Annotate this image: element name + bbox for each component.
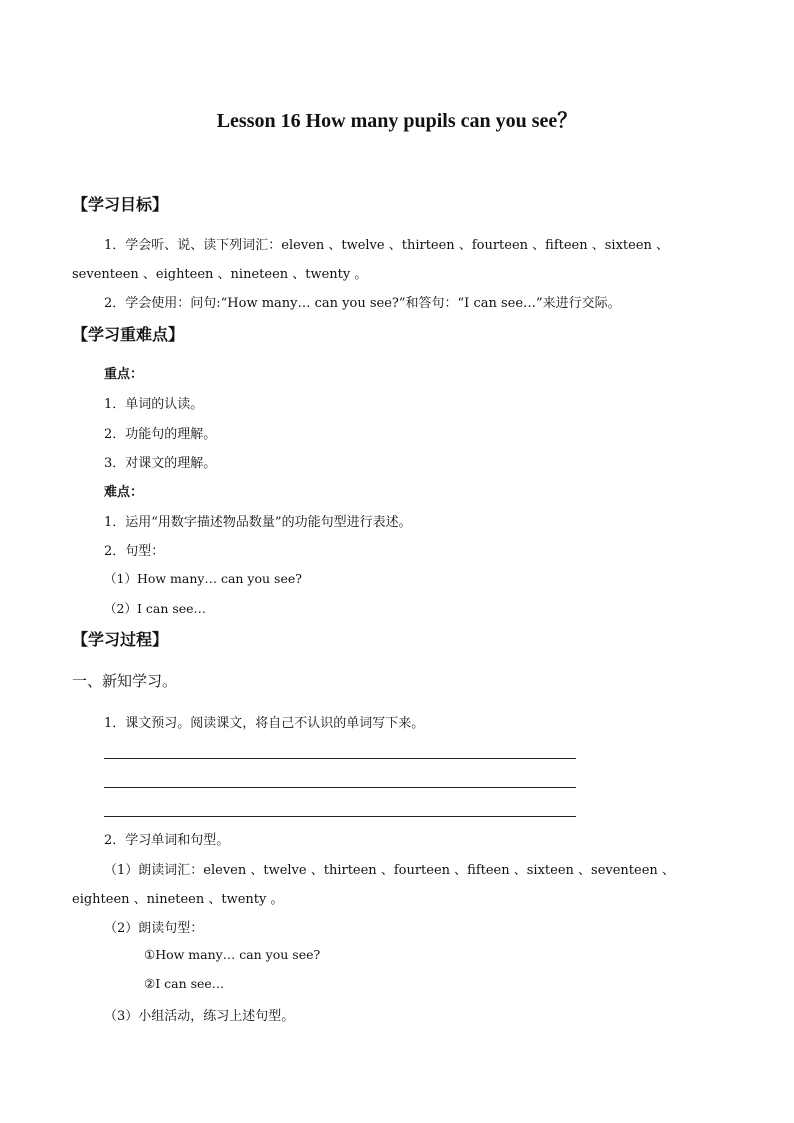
difficulty-item: 1．运用“用数字描述物品数量”的功能句型进行表述。 xyxy=(104,515,412,530)
difficulty-label: 难点： xyxy=(104,485,144,500)
focus-item: 3．对课文的理解。 xyxy=(104,456,217,471)
answer-line xyxy=(104,758,576,759)
sub-read-patterns: （2）朗读句型： xyxy=(104,921,204,936)
step-preview: 1．课文预习。阅读课文，将自己不认识的单词写下来。 xyxy=(104,716,425,731)
answer-line xyxy=(104,816,576,817)
key-points-heading: 【学习重难点】 xyxy=(72,325,185,344)
focus-label: 重点： xyxy=(104,367,144,382)
sub-read-words-line-1: （1）朗读词汇：eleven 、twelve 、thirteen 、fourteen 、fifteen 、sixteen 、seventeen 、 xyxy=(104,863,675,878)
process-heading: 【学习过程】 xyxy=(72,630,169,649)
goals-item-1-line-1: 1．学会听、说、读下列词汇：eleven 、twelve 、thirteen 、fourteen 、fifteen 、sixteen 、 xyxy=(104,238,670,253)
goals-item-1-line-2: seventeen 、eighteen 、nineteen 、twenty 。 xyxy=(72,267,368,282)
goals-heading: 【学习目标】 xyxy=(72,195,169,214)
sub-group-activity: （3）小组活动，练习上述句型。 xyxy=(104,1009,295,1024)
step-words-patterns: 2．学习单词和句型。 xyxy=(104,833,230,848)
sub-read-words-line-2: eighteen 、nineteen 、twenty 。 xyxy=(72,892,284,907)
pattern-question: ①How many… can you see? xyxy=(144,947,321,962)
difficulty-item: （2）I can see… xyxy=(104,601,207,616)
pattern-answer: ②I can see… xyxy=(144,976,225,991)
answer-line xyxy=(104,787,576,788)
difficulty-item: （1）How many… can you see? xyxy=(104,571,302,586)
section-new-learning: 一、新知学习。 xyxy=(72,672,178,690)
page-title: Lesson 16 How many pupils can you see？ xyxy=(216,110,578,132)
focus-item: 1．单词的认读。 xyxy=(104,397,204,412)
goals-item-2: 2．学会使用：问句:“How many… can you see?”和答句：“I can see…”来进行交际。 xyxy=(104,296,621,311)
difficulty-item: 2．句型： xyxy=(104,544,165,559)
focus-item: 2．功能句的理解。 xyxy=(104,427,217,442)
